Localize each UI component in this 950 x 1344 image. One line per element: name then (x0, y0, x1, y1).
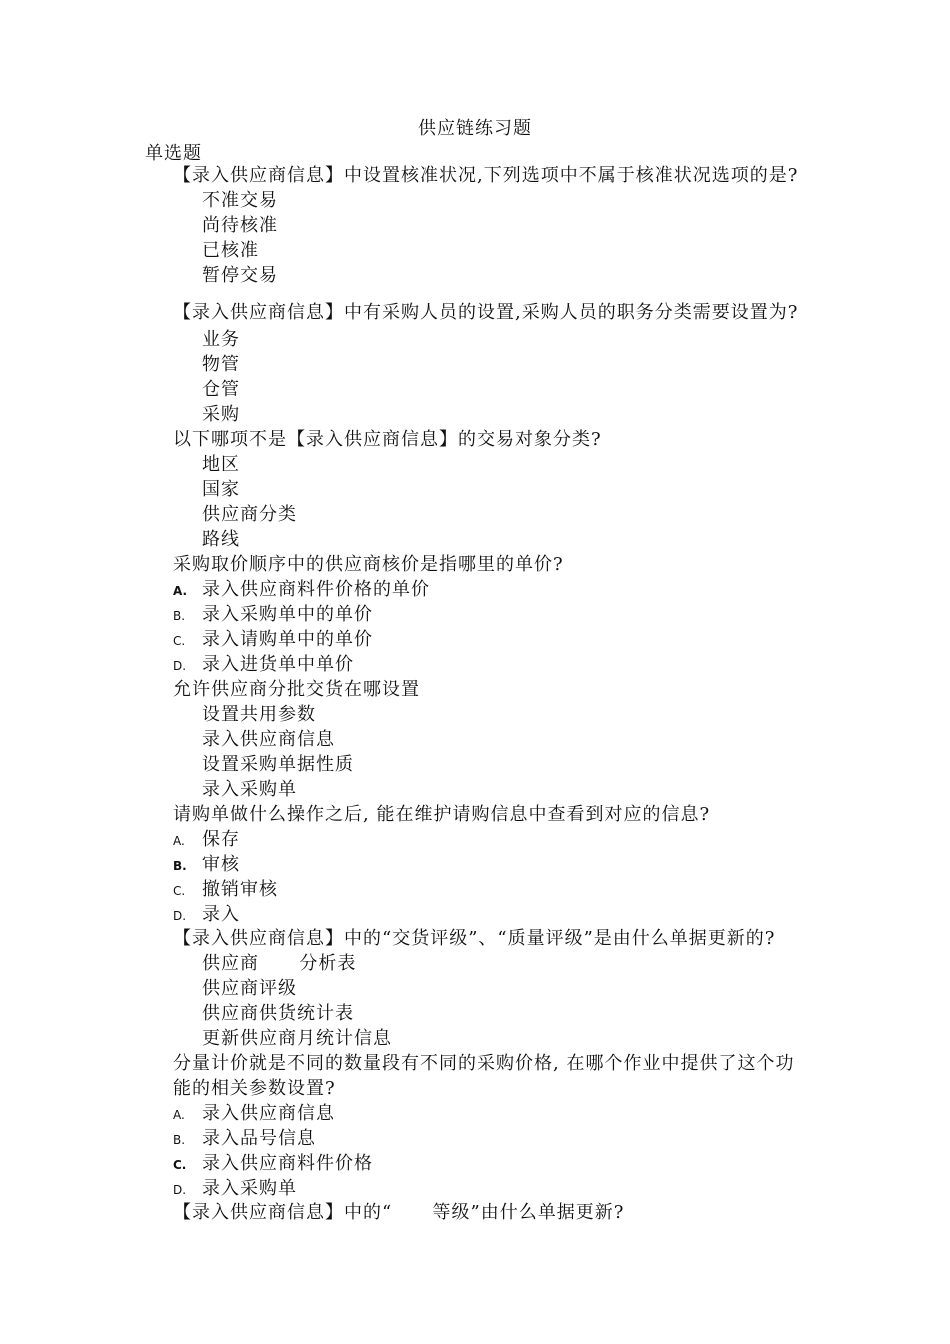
q7-option-2: 供应商评级 (202, 978, 297, 999)
question-8: 分量计价就是不同的数量段有不同的采购价格, 在哪个作业中提供了这个功 (173, 1053, 795, 1074)
document-title: 供应链练习题 (418, 118, 532, 139)
question-2: 【录入供应商信息】中有采购人员的设置,采购人员的职务分类需要设置为? (173, 302, 799, 323)
q1-option-1: 不准交易 (202, 190, 278, 211)
q6-label-c: C. (173, 884, 186, 898)
q1-option-4: 暂停交易 (202, 265, 278, 286)
question-3: 以下哪项不是【录入供应商信息】的交易对象分类? (173, 429, 602, 450)
q7-option-4: 更新供应商月统计信息 (202, 1028, 392, 1049)
q5-option-3: 设置采购单据性质 (202, 754, 354, 775)
q4-label-b: B. (173, 609, 186, 623)
q2-option-2: 物管 (202, 354, 240, 375)
section-heading: 单选题 (145, 143, 202, 164)
q2-option-3: 仓管 (202, 379, 240, 400)
question-7: 【录入供应商信息】中的“交货评级”、“质量评级”是由什么单据更新的? (173, 928, 776, 949)
q3-option-3: 供应商分类 (202, 504, 297, 525)
question-4: 采购取价顺序中的供应商核价是指哪里的单价? (173, 554, 564, 575)
q1-option-2: 尚待核准 (202, 215, 278, 236)
q6-option-a: 保存 (202, 829, 240, 850)
q8-option-b: 录入品号信息 (202, 1128, 316, 1149)
q6-option-d: 录入 (202, 904, 240, 925)
q6-label-a: A. (173, 834, 185, 848)
q6-option-b: 审核 (202, 854, 240, 875)
q4-label-d: D. (173, 659, 187, 673)
question-9: 【录入供应商信息】中的“ 等级”由什么单据更新? (173, 1202, 625, 1223)
q8-option-a: 录入供应商信息 (202, 1103, 335, 1124)
q8-label-a: A. (173, 1108, 185, 1122)
q6-label-b: B. (173, 859, 187, 873)
q8-label-b: B. (173, 1133, 186, 1147)
q8-option-d: 录入采购单 (202, 1178, 297, 1199)
q4-option-b: 录入采购单中的单价 (202, 604, 373, 625)
q8-option-c: 录入供应商料件价格 (202, 1153, 373, 1174)
q7-option-1: 供应商 分析表 (202, 953, 357, 974)
q5-option-4: 录入采购单 (202, 779, 297, 800)
q3-option-4: 路线 (202, 529, 240, 550)
q5-option-1: 设置共用参数 (202, 704, 316, 725)
q4-option-d: 录入进货单中单价 (202, 654, 354, 675)
q8-label-d: D. (173, 1183, 187, 1197)
q6-option-c: 撤销审核 (202, 879, 278, 900)
question-1: 【录入供应商信息】中设置核准状况,下列选项中不属于核准状况选项的是? (173, 165, 799, 186)
q3-option-2: 国家 (202, 479, 240, 500)
q3-option-1: 地区 (202, 454, 240, 475)
q4-option-a: 录入供应商料件价格的单价 (202, 579, 430, 600)
q2-option-4: 采购 (202, 404, 240, 425)
question-5: 允许供应商分批交货在哪设置 (173, 679, 420, 700)
q5-option-2: 录入供应商信息 (202, 729, 335, 750)
q4-label-a: A. (173, 584, 188, 598)
q6-label-d: D. (173, 909, 187, 923)
q1-option-3: 已核准 (202, 240, 259, 261)
question-8-continued: 能的相关参数设置? (173, 1078, 336, 1099)
q2-option-1: 业务 (202, 329, 240, 350)
q4-option-c: 录入请购单中的单价 (202, 629, 373, 650)
question-6: 请购单做什么操作之后, 能在维护请购信息中查看到对应的信息? (173, 804, 711, 825)
q7-option-3: 供应商供货统计表 (202, 1003, 354, 1024)
q4-label-c: C. (173, 634, 186, 648)
q8-label-c: C. (173, 1158, 187, 1172)
